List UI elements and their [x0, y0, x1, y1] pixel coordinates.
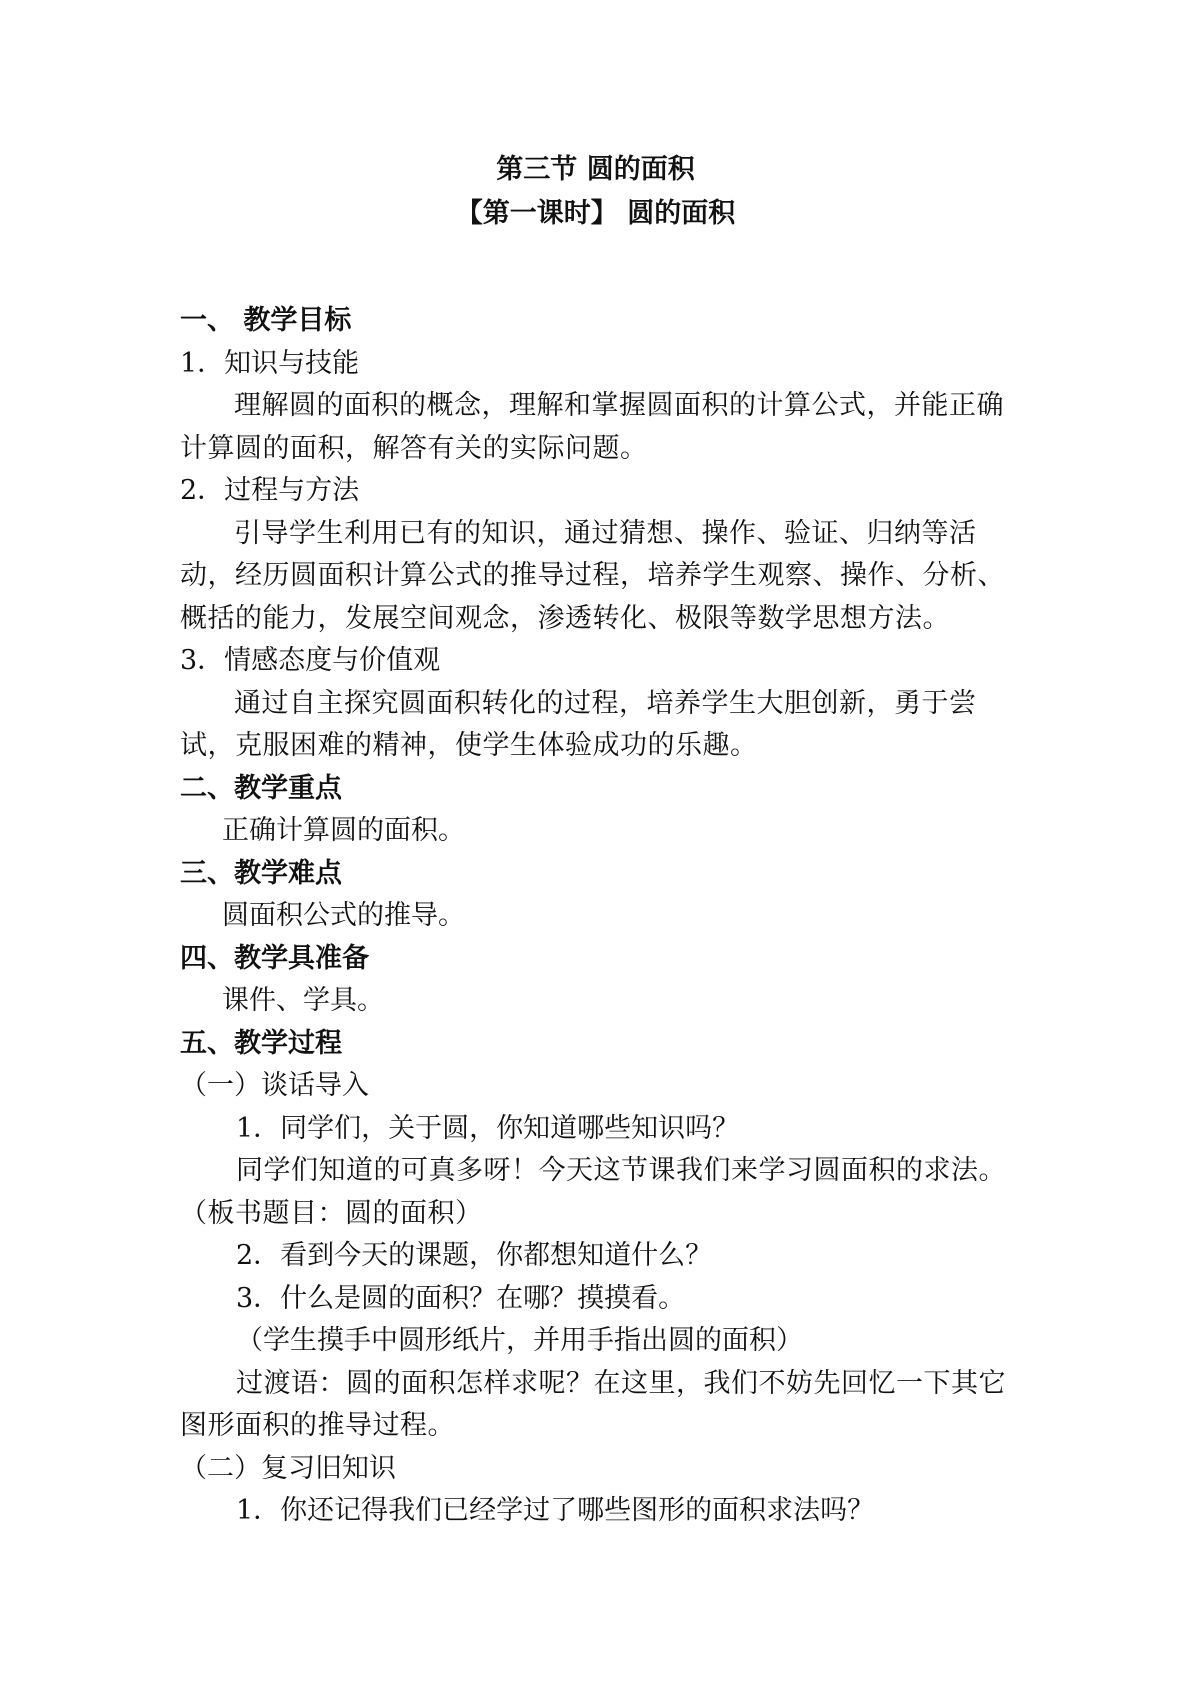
subheading-process-method: 2．过程与方法	[180, 475, 360, 506]
paragraph-transition: 过渡语：圆的面积怎样求呢？在这里，我们不妨先回忆一下其它图形面积的推导过程。	[180, 1367, 1006, 1441]
text-materials: 课件、学具。	[222, 985, 384, 1016]
subheading-knowledge-skills: 1．知识与技能	[180, 347, 360, 379]
subheading-emotion-values: 3．情感态度与价值观	[180, 645, 441, 676]
lesson-title: 【第一课时】 圆的面积	[455, 198, 736, 229]
heading-teaching-goals: 一、 教学目标	[180, 305, 352, 336]
text-key-point: 正确计算圆的面积。	[222, 815, 465, 846]
part-intro-heading: （一）谈话导入	[180, 1070, 369, 1101]
paragraph-emotion-values: 通过自主探究圆面积转化的过程，培养学生大胆创新，勇于尝试，克服困难的精神，使学生体验成功的乐趣。	[180, 687, 977, 761]
question-2: 2．看到今天的课题，你都想知道什么？	[236, 1240, 713, 1271]
section-title: 第三节 圆的面积	[496, 154, 695, 185]
heading-difficulty: 三、教学难点	[180, 857, 342, 889]
question-3: 3．什么是圆的面积？在哪？摸摸看。	[236, 1282, 686, 1314]
spacer	[180, 236, 1011, 300]
student-activity-note: （学生摸手中圆形纸片，并用手指出圆的面积）	[236, 1325, 803, 1356]
heading-teaching-process: 五、教学过程	[180, 1027, 342, 1059]
heading-key-point: 二、教学重点	[180, 772, 342, 804]
paragraph-process-method: 引导学生利用已有的知识，通过猜想、操作、验证、归纳等活动，经历圆面积计算公式的推导过程，培养学生观察、操作、分析、概括的能力，发展空间观念，渗透转化、极限等数学思想方法。	[180, 517, 1005, 634]
paragraph-knowledge-skills: 理解圆的面积的概念，理解和掌握圆面积的计算公式，并能正确计算圆的面积，解答有关的实际问题。	[180, 390, 1004, 464]
text-difficulty: 圆面积公式的推导。	[222, 900, 465, 931]
part-review-heading: （二）复习旧知识	[180, 1452, 396, 1484]
paragraph-intro: 同学们知道的可真多呀！今天这节课我们来学习圆面积的求法。（板书题目：圆的面积）	[180, 1155, 1006, 1229]
question-1: 1．同学们，关于圆，你知道哪些知识吗？	[236, 1112, 740, 1144]
review-question-1: 1．你还记得我们已经学过了哪些图形的面积求法吗？	[236, 1495, 875, 1526]
heading-materials: 四、教学具准备	[180, 942, 369, 974]
